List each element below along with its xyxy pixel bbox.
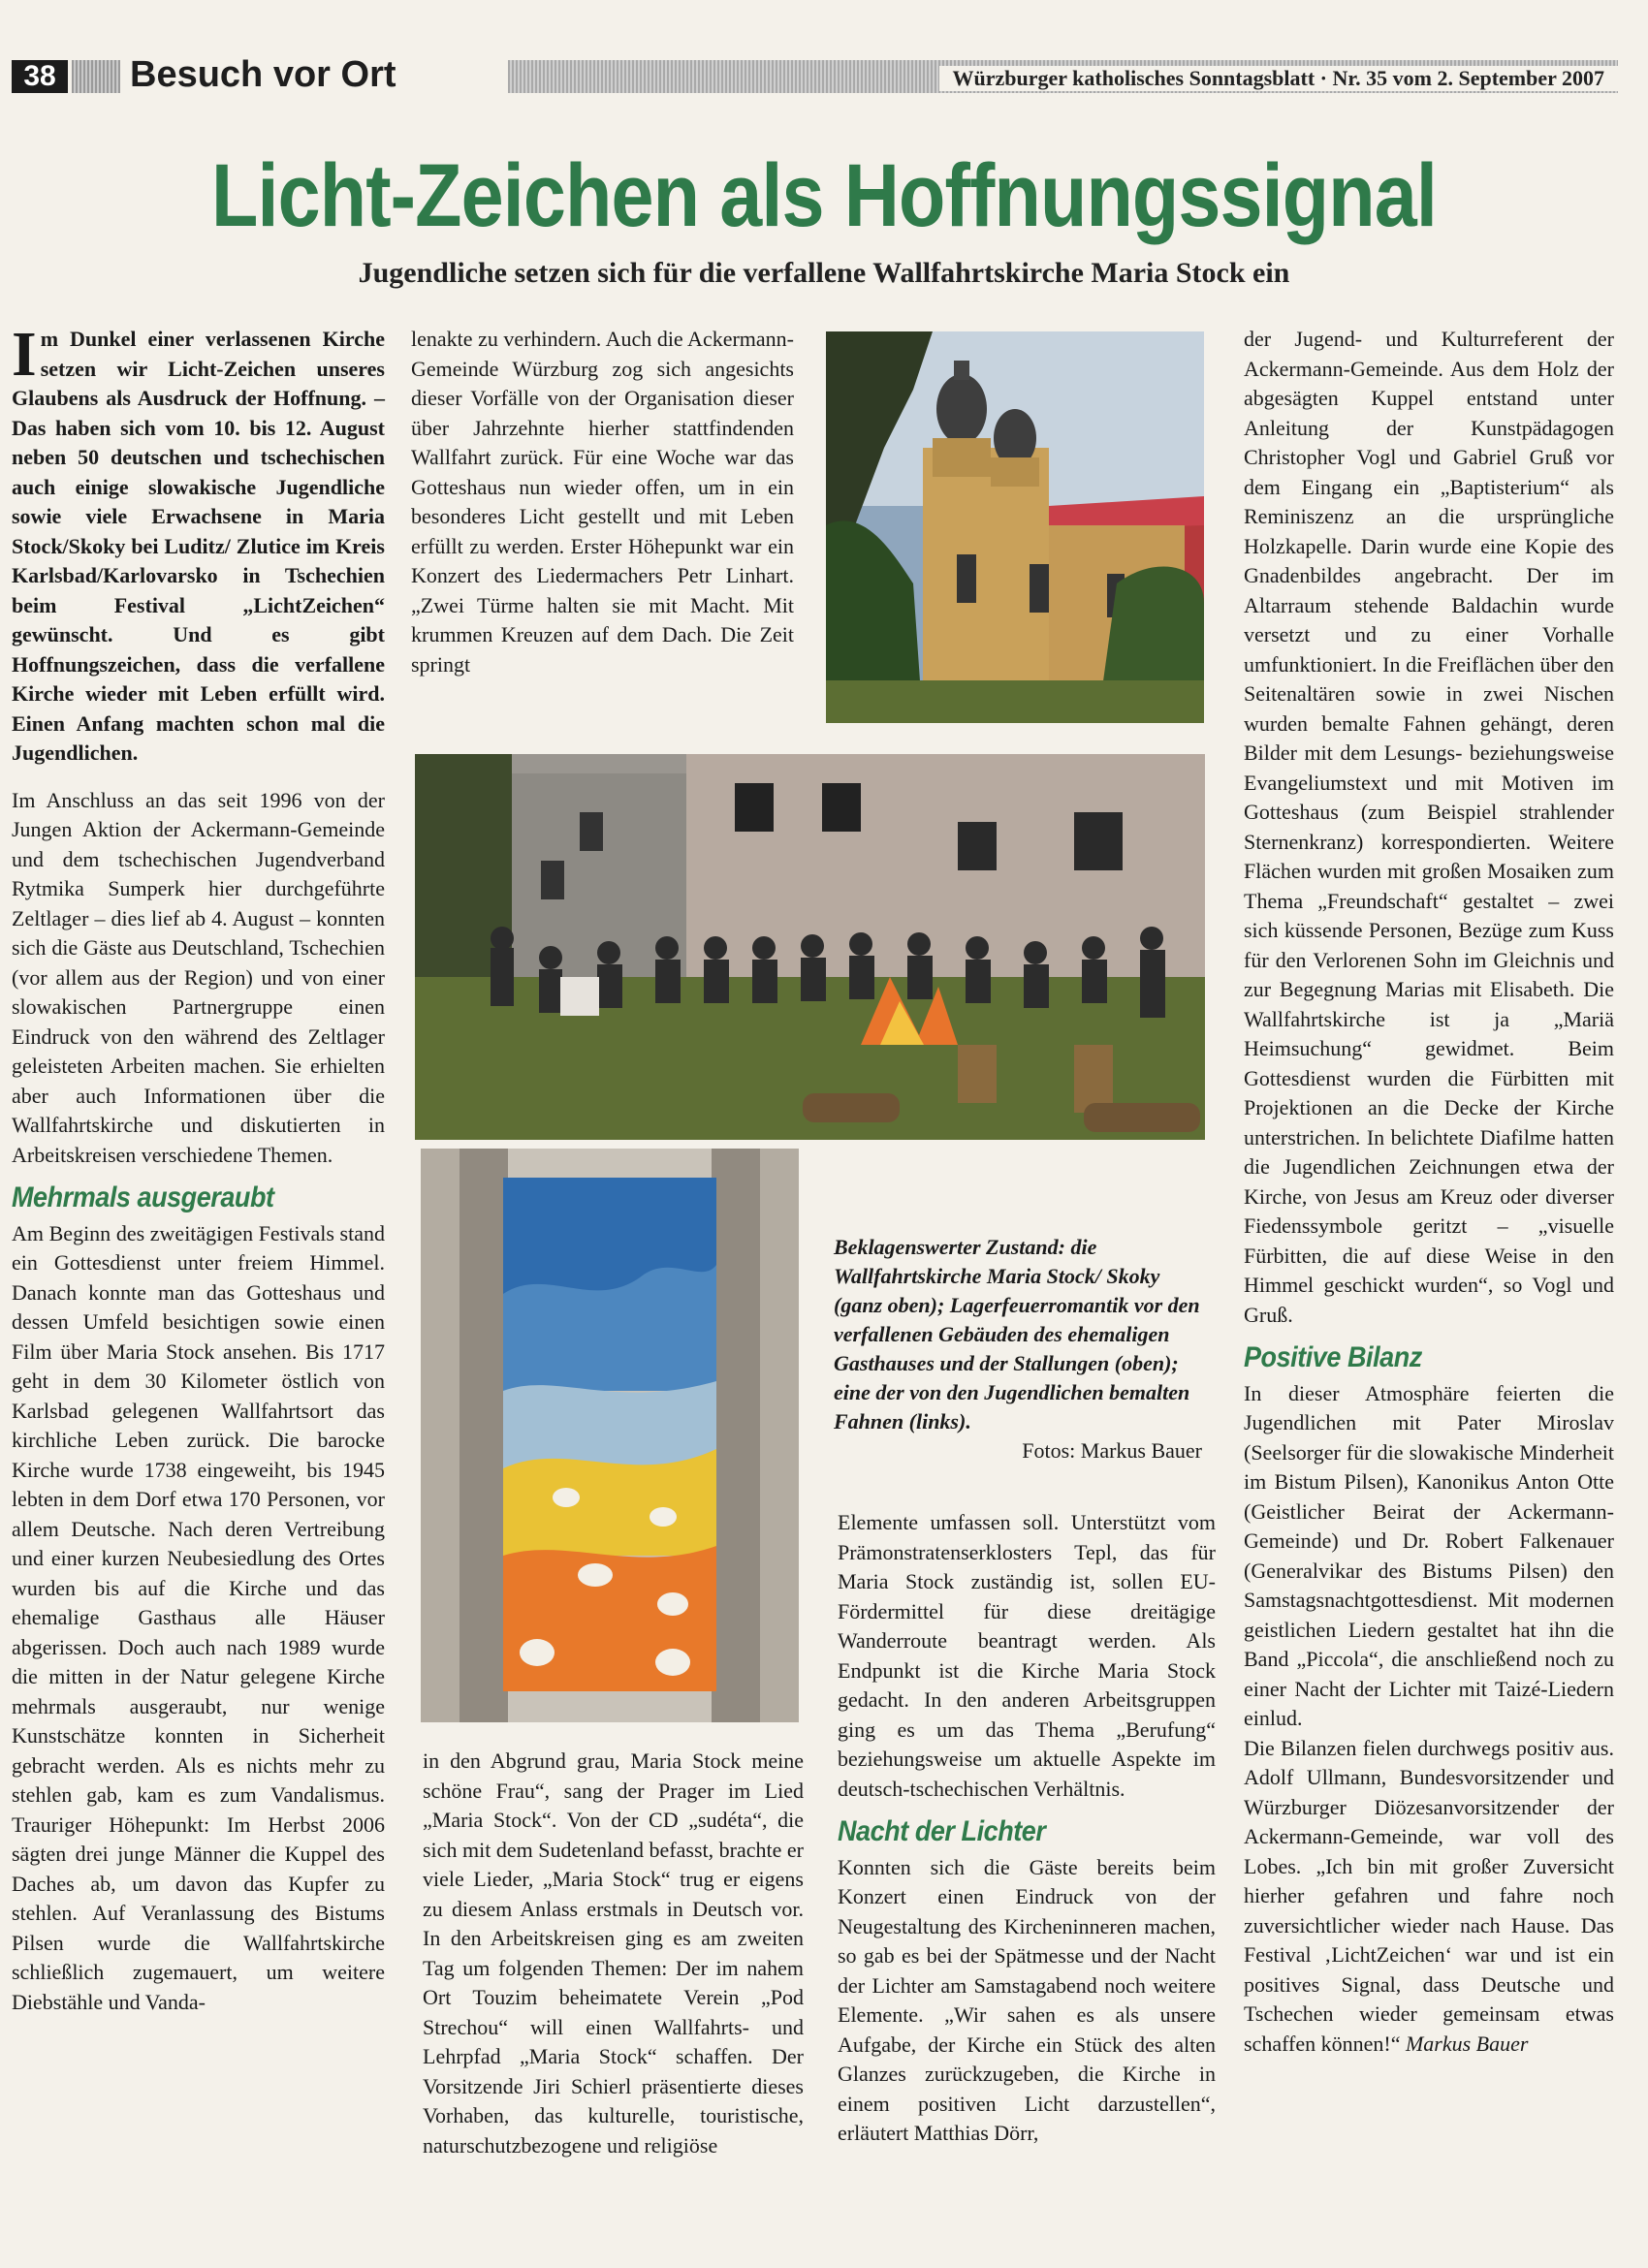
section-title: Besuch vor Ort: [130, 54, 396, 95]
subheading-nacht: Nacht der Lichter: [838, 1815, 1046, 1847]
column-2-top: [411, 325, 794, 679]
lead-text: m Dunkel einer verlassenen Kirche setzen wir Licht-Zeichen unseres Glaubens als Ausdruck der Hoffnung. – Das haben sich vom 10. bis 12. August neben 50 deutschen und tschechischen auch einige slowakische Jugendliche sowie viele Erwachsene in Maria Stock/Skoky bei Luditz/ Zlutice im Kreis Karlsbad/Karlovarsko in Tschechien beim Festival „LichtZeichen“ gewünscht. Und es gibt Hoffnungszeichen, dass die verfallene Kirche wieder mit Leben erfüllt wird. Einen Anfang machten schon mal die Jugendlichen.: [12, 327, 385, 765]
body-paragraph: Im Anschluss an das seit 1996 von der Jungen Aktion der Ackermann-Gemeinde und dem tschechischen Jugendverband Rytmika Sumperk hier durchgeführte Zeltlager – dies lief ab 4. August – konnten sich die Gäste aus Deutschland, Tschechien (vor allem aus der Region) und von einer slowakischen Partnergruppe einen Eindruck von den während des Zeltlager geleisteten Arbeiten machen. Sie erhielten aber auch Informationen über die Wallfahrtskirche und diskutierten in Arbeitskreisen verschiedene Themen.: [12, 787, 385, 1167]
campfire-photo: [415, 754, 1205, 1140]
header-rule-left: [72, 60, 120, 93]
subheading-ausgeraubt: Mehrmals ausgeraubt: [12, 1181, 274, 1213]
body-paragraph: [1244, 1734, 1614, 2060]
column-3: [838, 1508, 1216, 2149]
body-paragraph: Elemente umfassen soll. Unterstützt vom Prämonstratenserklosters Tepl, das für Maria Stock zuständig ist, sollen EU-Fördermittel für diese dreitägige Wanderroute beantragt werden. Als Endpunkt ist die Kirche Maria Stock gedacht. In den anderen Arbeitsgruppen ging es um das Thema „Berufung“ beziehungsweise um aktuelle Aspekte im deutsch-tschechischen Verhältnis.: [838, 1510, 1216, 1801]
publication-line: Würzburger katholisches Sonntagsblatt · Nr. 35 vom 2. September 2007: [939, 66, 1618, 91]
closing-text: Die Bilanzen fielen durchwegs positiv aus. Adolf Ullmann, Bundesvorsitzender und Würzburger Diözesanvorsitzender der Ackermann-Gemeinde, war voll des Lobes. „Ich bin mit großer Zuversicht hierher gefahren und fahre noch zuversichtlicher wieder nach Hause. Das Festival ‚LichtZeichen‘ war und ist ein positives Signal, dass Deutsche und Tschechen wieder gemeinsam etwas schaffen können!“: [1244, 1735, 1614, 2056]
body-paragraph: in den Abgrund grau, Maria Stock meine schöne Frau“, sang der Prager im Lied „Maria Stock“. Von der CD „sudéta“, die sich mit dem Sudetenland befasst, brachte er viele Lieder, „Maria Stock“ trug er eigens zu diesem Anlass erstmals in Deutsch vor. In den Arbeitskreisen ging es am zweiten Tag um folgenden Themen: Der im nahem Ort Touzim beheimatete Verein „Pod Strechou“ will einen Wallfahrts- und Lehrpfad „Maria Stock“ schaffen. Der Vorsitzende Jiri Schierl präsentierte dieses Vorhaben, das kulturelle, touristische, naturschutzbezogene und religiöse: [423, 1748, 804, 2158]
page-number: 38: [12, 60, 68, 93]
column-1: [12, 319, 385, 2017]
lead-paragraph: [12, 319, 385, 769]
subheadline: Jugendliche setzen sich für die verfallene Wallfahrtskirche Maria Stock ein: [358, 257, 1290, 289]
header-rule: [508, 60, 1618, 93]
banner-photo: [421, 1149, 799, 1722]
body-paragraph: lenakte zu verhindern. Auch die Ackermann-Gemeinde Würzburg zog sich angesichts dieser Vorfälle von der Organisation dieser über Jahrzehnte hierher stattfindenden Wallfahrt zurück. Für eine Woche war das Gotteshaus nun wieder offen, um in ein besonderes Licht gestellt und mit Leben erfüllt zu werden. Erster Höhepunkt war ein Konzert des Liedermachers Petr Linhart. „Zwei Türme halten sie mit Macht. Mit krummen Kreuzen auf dem Dach. Die Zeit springt: [411, 327, 794, 677]
drop-cap: I: [12, 319, 37, 390]
church-photo: [826, 331, 1204, 723]
photo-caption: [834, 1233, 1202, 1465]
author-signature: Markus Bauer: [1405, 2031, 1529, 2056]
headline: Licht-Zeichen als Hoffnungssignal: [210, 146, 1438, 245]
column-4: [1244, 325, 1614, 2059]
photo-credit: Fotos: Markus Bauer: [1022, 1438, 1202, 1463]
body-paragraph: In dieser Atmosphäre feierten die Jugendlichen mit Pater Miroslav (Seelsorger für die slowakische Minderheit im Bistum Pilsen), Kanonikus Anton Otte (Geistlicher Beirat der Ackermann-Gemeinde) und Dr. Robert Falkenauer (Generalvikar des Bistums Pilsen) den Samstagsnachtgottesdienst. Mit modernen geistlichen Liedern gestaltet hat ihn die Band „Piccola“, die anschließend noch zu einer Nacht der Lichter mit Taizé-Liedern einlud.: [1244, 1380, 1614, 1730]
caption-text: Beklagenswerter Zustand: die Wallfahrtskirche Maria Stock/ Skoky (ganz oben); Lagerfeuerromantik vor den verfallenen Gebäuden des ehemaligen Gasthauses und der Stallungen (oben); eine der von den Jugendlichen bemalten Fahnen (links).: [834, 1235, 1200, 1433]
body-paragraph: Am Beginn des zweitägigen Festivals stand ein Gottesdienst unter freiem Himmel. Danach konnte man das Gotteshaus und dessen Umfeld besichtigen sowie einen Film über Maria Stock ansehen. Bis 1717 geht in dem 30 Kilometer östlich von Karlsbad gelegenen Wallfahrtsort das kirchliche Leben zurück. Die barocke Kirche wurde 1738 eingeweiht, bis 1945 lebten in dem Dorf etwa 170 Personen, vor allem Deutsche. Nach deren Vertreibung und einer kurzen Neubesiedlung des Ortes wurden bis auf die Kirche und das ehemalige Gasthaus alle Häuser abgerissen. Doch auch nach 1989 wurde die mitten in der Natur gelegene Kirche mehrmals ausgeraubt, nur wenige Kunstschätze konnten in Sicherheit gebracht werden. Als es nichts mehr zu stehlen gab, kam es zum Vandalismus. Trauriger Höhepunkt: Im Herbst 2006 sägten drei junge Männer die Kuppel des Daches ab, um davon das Kupfer zu stehlen. Auf Veranlassung des Bistums Pilsen wurde die Wallfahrtskirche schließlich zugemauert, um weitere Diebstähle und Vanda-: [12, 1220, 385, 2014]
subheading-bilanz: Positive Bilanz: [1244, 1341, 1422, 1373]
body-paragraph: Konnten sich die Gäste bereits beim Konzert einen Eindruck von der Neugestaltung des Kircheninneren machen, so gab es bei der Spätmesse und der Nacht der Lichter am Samstagabend noch weitere Elemente. „Wir sahen es als unsere Aufgabe, der Kirche ein Stück des alten Glanzes zurückzugeben, die Kirche in einem positiven Licht darzustellen“, erläutert Matthias Dörr,: [838, 1854, 1216, 2145]
body-paragraph: der Jugend- und Kulturreferent der Ackermann-Gemeinde. Aus dem Holz der abgesägten Kuppel entstand unter Anleitung der Kunstpädagogen Christopher Vogl und Gabriel Gruß vor dem Eingang ein „Baptisterium“ als Reminiszenz an die ursprüngliche Holzkapelle. Darin wurde eine Kopie des Gnadenbildes angebracht. Der im Altarraum stehende Baldachin wurde versetzt und zu einer Vorhalle umfunktioniert. In die Freiflächen über den Seitenaltären sowie in zwei Nischen wurden bemalte Fahnen gehängt, deren Bilder mit dem Lesungs- beziehungsweise Evangeliumstext und mit Motiven im Gotteshaus (zum Beispiel strahlender Sternenkranz) korrespondierten. Weitere Flächen wurden mit großen Mosaiken zum Thema „Freundschaft“ gestaltet – zwei sich küssende Personen, Bezüge zum Kuss für den Verlorenen Sohn im Gleichnis und zur Begegnung Marias mit Elisabeth. Die Wallfahrtskirche ist ja „Mariä Heimsuchung“ gewidmet. Beim Gottesdienst wurden die Fürbitten mit Projektionen an die Decke der Kirche unterstrichen. In belichtete Diafilme hatten die Jugendlichen Zeichnungen etwa der Kirche, von Jesus am Kreuz oder diverser Fiedenssymbole geritzt – „visuelle Fürbitten, die auf diese Weise in den Himmel geschickt wurden“, so Vogl und Gruß.: [1244, 327, 1614, 1327]
page-header: [12, 56, 1611, 101]
column-2-bottom: [423, 1747, 804, 2160]
